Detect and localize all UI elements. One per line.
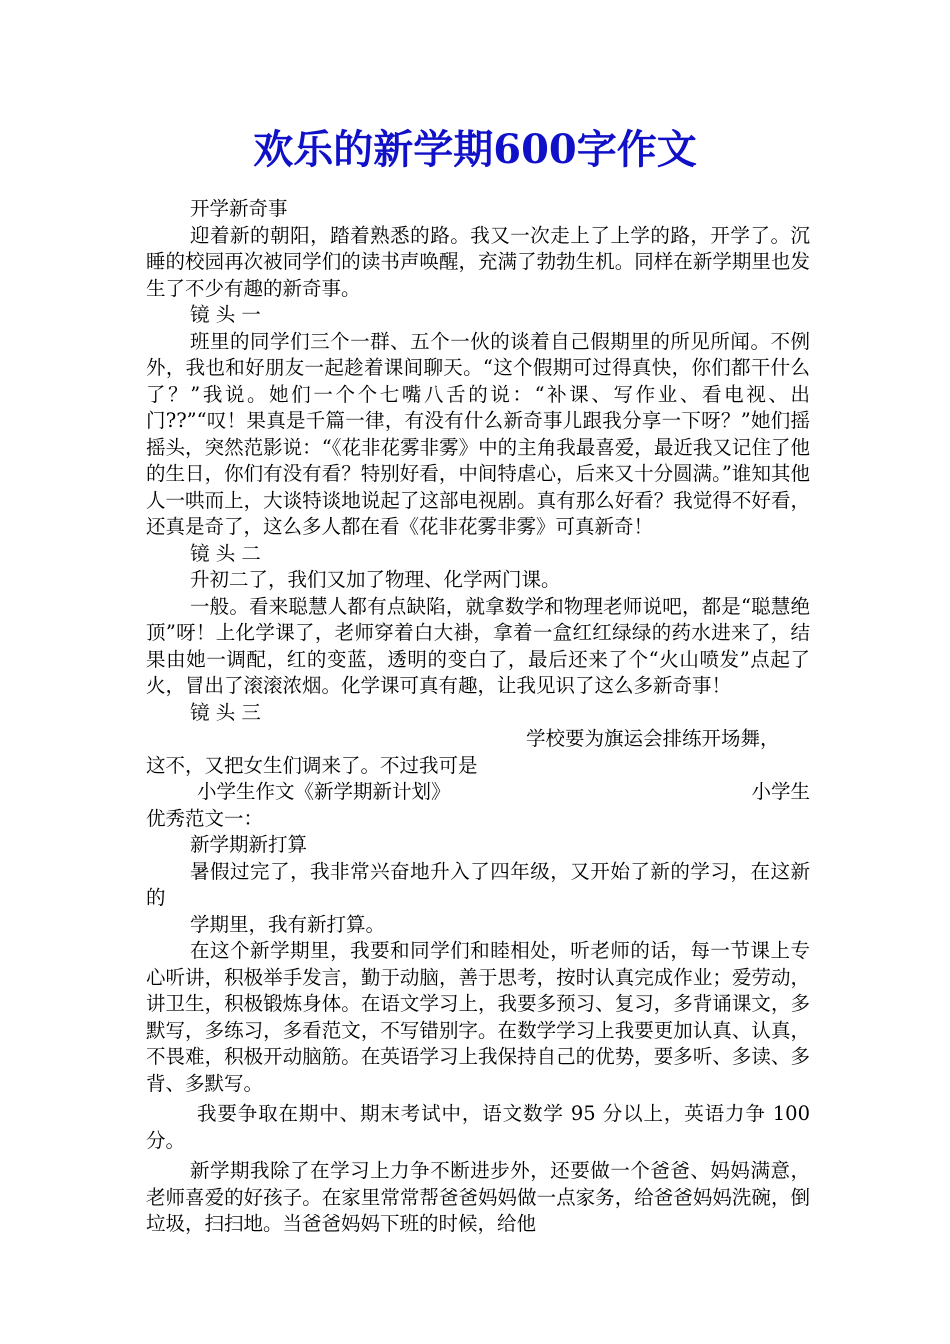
- paragraph: 新学期我除了在学习上力争不断进步外，还要做一个爸爸、妈妈满意，老师喜爱的好孩子。在家里常常帮爸爸妈妈做一点家务，给爸爸妈妈洗碗，倒垃圾，扫扫地。当爸爸妈妈下班的时候，给他: [146, 1159, 810, 1235]
- subtitle-row: [146, 779, 810, 806]
- paragraph: 暑假过完了，我非常兴奋地升入了四年级，又开始了新的学习，在这新的: [146, 859, 810, 909]
- paragraph: 升初二了，我们又加了物理、化学两门课。: [190, 568, 561, 591]
- article-category: 小学生: [751, 780, 810, 803]
- section-heading: 新学期新打算: [190, 833, 308, 856]
- paragraph: 迎着新的朝阳，踏着熟悉的路。我又一次走上了上学的路，开学了。沉睡的校园再次被同学们的读书声唤醒，充满了勃勃生机。同样在新学期里也发生了不少有趣的新奇事。: [146, 223, 810, 300]
- section-heading: 镜 头 二: [190, 541, 261, 565]
- paragraph: 在这个新学期里，我要和同学们和睦相处，听老师的话，每一节课上专心听讲，积极举手发言，勤于动脑，善于思考，按时认真完成作业；爱劳动，讲卫生，积极锻炼身体。在语文学习上，我要多预习、复习，多背诵课文，多默写，多练习，多看范文，不写错别字。在数学学习上我要更加认真、认真，不畏难，积极开动脑筋。在英语学习上我保持自己的优势，要多听、多读、多背、多默写。: [146, 939, 810, 1095]
- section-heading: 镜 头 三: [190, 700, 261, 724]
- paragraph: 班里的同学们三个一群、五个一伙的谈着自己假期里的所见所闻。不例外，我也和好朋友一起趁着课间聊天。“这个假期可过得真快，你们都干什么了？”我说。她们一个个七嘴八舌的说：“补课、写作业、看电视、出门??”“叹！果真是千篇一律，有没有什么新奇事儿跟我分享一下呀？”她们摇摇头，突然范影说：“《花非花雾非雾》中的主角我最喜爱，最近我又记住了他的生日，你们有没有看？特别好看，中间特虐心，后来又十分圆满。”谁知其他人一哄而上，大谈特谈地说起了这部电视剧。真有那么好看？我觉得不好看，还真是奇了，这么多人都在看《花非花雾非雾》可真新奇！: [146, 329, 810, 538]
- paragraph: 一般。看来聪慧人都有点缺陷，就拿数学和物理老师说吧，都是“聪慧绝顶”呀！上化学课了，老师穿着白大褂，拿着一盒红红绿绿的药水进来了，结果由她一调配，红的变蓝，透明的变白了，最后还来了个“火山喷发”点起了火，冒出了滚滚浓烟。化学课可真有趣，让我见识了这么多新奇事！: [146, 594, 810, 697]
- paragraph-fragment: 学校要为旗运会排练开场舞，: [526, 727, 780, 750]
- article-subtitle: 小学生作文《新学期新计划》: [197, 780, 451, 803]
- section-heading: 镜 头 一: [190, 303, 261, 326]
- document-title: 欢乐的新学期600字作文: [253, 126, 697, 173]
- paragraph: 学期里，我有新打算。: [190, 912, 386, 936]
- section-label: 优秀范文一：: [146, 806, 264, 830]
- section-heading: 开学新奇事: [190, 197, 288, 220]
- paragraph: 我要争取在期中、期末考试中，语文数学 95 分以上，英语力争 100 分。: [146, 1102, 810, 1152]
- paragraph-fragment: 这不，又把女生们调来了。不过我可是: [146, 753, 478, 777]
- document-body: [146, 196, 810, 1238]
